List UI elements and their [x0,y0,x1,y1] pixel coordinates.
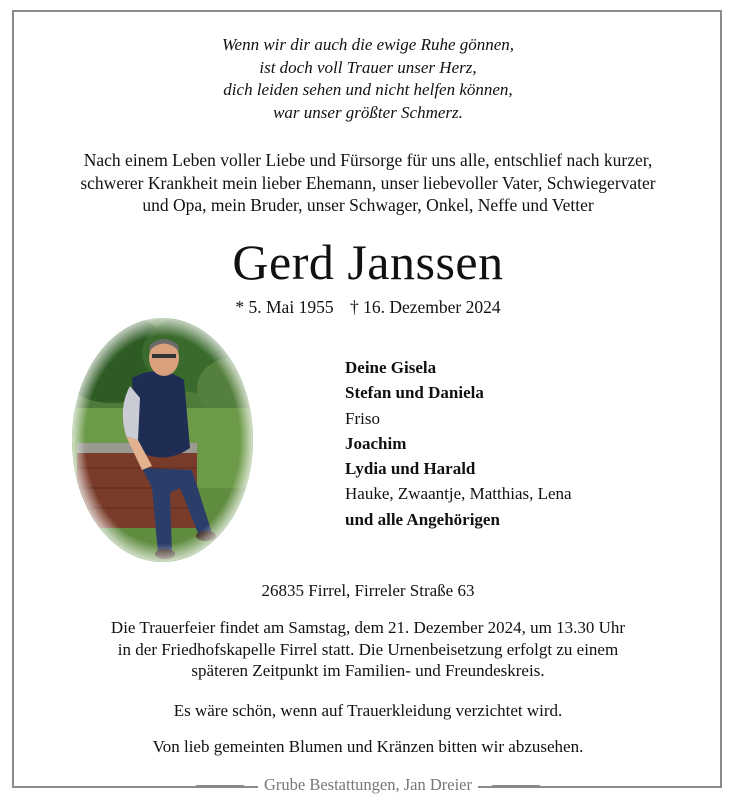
family-line: Lydia und Harald [345,459,476,479]
service-line: späteren Zeitpunkt im Familien- und Freundeskreis. [191,661,545,680]
funeral-home-footer [12,774,724,796]
address: 26835 Firrel, Firreler Straße 63 [261,581,475,600]
poem-line: ist doch voll Trauer unser Herz, [259,57,477,77]
clothing-note: Es wäre schön, wenn auf Trauerkleidung verzichtet wird. [173,701,563,720]
intro-line: schwerer Krankheit mein lieber Ehemann, unser liebevoller Vater, Schwiegervater [80,172,656,193]
footer-divider [196,785,244,786]
poem-line: Wenn wir dir auch die ewige Ruhe gönnen, [221,35,515,54]
family-line: Hauke, Zwaantje, Matthias, Lena [345,484,572,504]
poem-line: dich leiden sehen und nicht helfen können, [223,80,513,99]
intro-line: und Opa, mein Bruder, unser Schwager, Onkel, Neffe und Vetter [142,195,594,215]
deceased-name: Gerd Janssen [232,234,504,290]
footer-divider [492,785,540,786]
funeral-home-name: Grube Bestattungen, Jan Dreier [258,774,478,796]
life-dates [12,296,724,318]
flowers-note: Von lieb gemeinten Blumen und Kränzen bitten wir abzusehen. [152,737,584,756]
family-line: und alle Angehörigen [345,509,500,529]
poem [12,34,724,124]
family-line: Stefan und Daniela [345,383,484,403]
service-line: Die Trauerfeier findet am Samstag, dem 21. Dezember 2024, um 13.30 Uhr [110,618,626,637]
birth-date: * 5. Mai 1955 [235,297,334,317]
death-date: † 16. Dezember 2024 [349,297,501,317]
intro-text [12,149,724,217]
service-line: in der Friedhofskapelle Firrel statt. Die Urnenbeisetzung erfolgt zu einem [117,639,619,659]
family-line: Friso [345,408,380,428]
family-line: Deine Gisela [345,358,437,377]
portrait-photo [72,318,253,562]
poem-line: war unser größter Schmerz. [273,102,463,122]
service-info [12,617,724,682]
family-line: Joachim [345,433,407,453]
family-list [345,355,572,532]
intro-line: Nach einem Leben voller Liebe und Fürsorge für uns alle, entschlief nach kurzer, [83,150,653,170]
